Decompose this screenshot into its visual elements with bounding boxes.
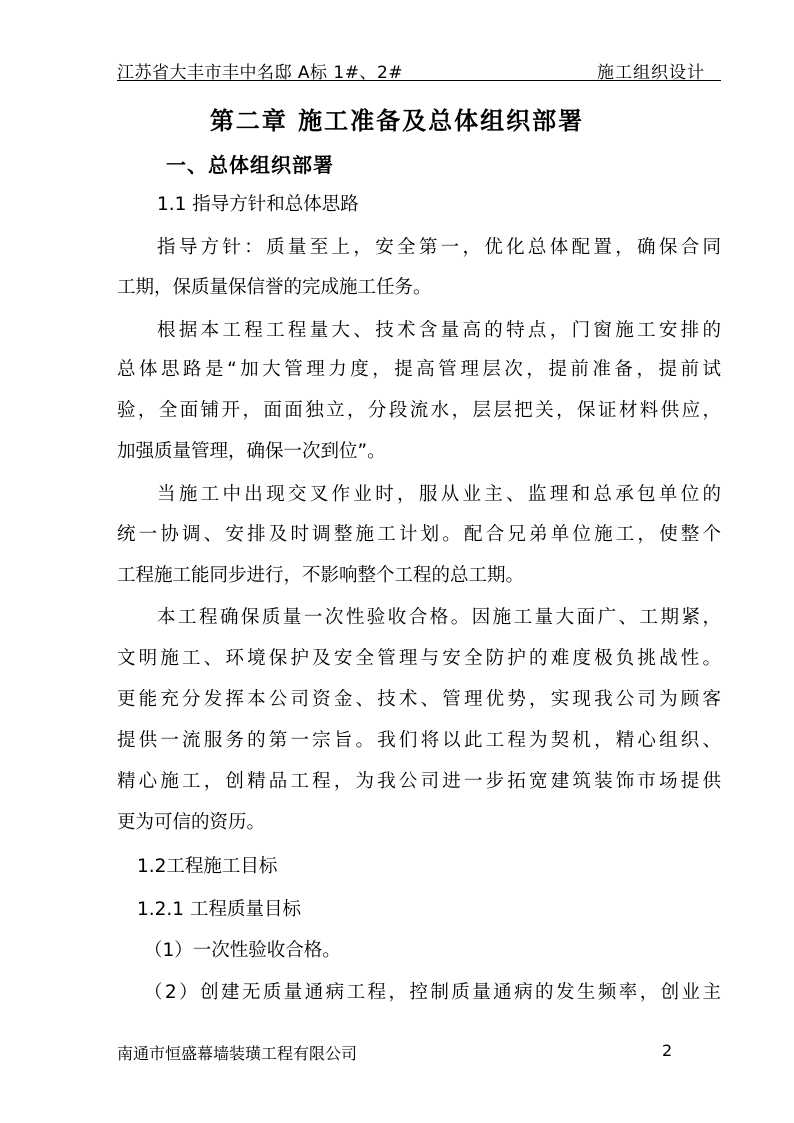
section-title: 一、总体组织部署 [166, 153, 334, 177]
paragraph-line: 统一协调、安排及时调整施工计划。配合兄弟单位施工，使整个 [117, 524, 721, 545]
paragraph-line: 提供一流服务的第一宗旨。我们将以此工程为契机，精心组织、 [117, 730, 721, 751]
chapter-title: 第二章 施工准备及总体组织部署 [209, 106, 585, 135]
paragraph-line: 验，全面铺开，面面独立，分段流水，层层把关，保证材料供应， [117, 400, 721, 421]
header-document-type: 施工组织设计 [597, 63, 705, 83]
paragraph-line: 工期，保质量保信誉的完成施工任务。 [117, 277, 432, 298]
paragraph-line: 更为可信的资历。 [117, 812, 266, 833]
paragraph-line: 根据本工程工程量大、技术含量高的特点，门窗施工安排的 [157, 320, 721, 341]
paragraph-line: 加强质量管理，确保一次到位”。 [117, 441, 386, 462]
subsection-heading: 1.1 指导方针和总体思路 [157, 194, 359, 215]
paragraph-line: 工程施工能同步进行，不影响整个工程的总工期。 [117, 565, 525, 586]
footer-company-name: 南通市恒盛幕墙装璜工程有限公司 [117, 1044, 358, 1063]
paragraph-line: 总体思路是“加大管理力度，提高管理层次，提前准备，提前试 [117, 359, 721, 380]
page-number: 2 [662, 1041, 673, 1060]
paragraph-line: 本工程确保质量一次性验收合格。因施工量大面广、工期紧， [157, 607, 721, 628]
paragraph-line: 文明施工、环境保护及安全管理与安全防护的难度极负挑战性。 [117, 648, 721, 669]
paragraph-line: 指导方针：质量至上，安全第一，优化总体配置，确保合同 [157, 237, 721, 258]
subsection-heading: 1.2工程施工目标 [137, 856, 278, 877]
list-item: （2）创建无质量通病工程，控制质量通病的发生频率，创业主 [144, 982, 721, 1003]
list-item: （1）一次性验收合格。 [144, 940, 341, 961]
paragraph-line: 当施工中出现交叉作业时，服从业主、监理和总承包单位的 [157, 484, 721, 505]
page-header [117, 50, 721, 81]
header-project-name: 江苏省大丰市丰中名邸 A标 1#、2# [117, 63, 404, 83]
paragraph-line: 更能充分发挥本公司资金、技术、管理优势，实现我公司为顾客 [117, 689, 721, 710]
paragraph-line: 精心施工，创精品工程，为我公司进一步拓宽建筑装饰市场提供 [117, 771, 721, 792]
subsection-heading: 1.2.1 工程质量目标 [137, 899, 301, 920]
